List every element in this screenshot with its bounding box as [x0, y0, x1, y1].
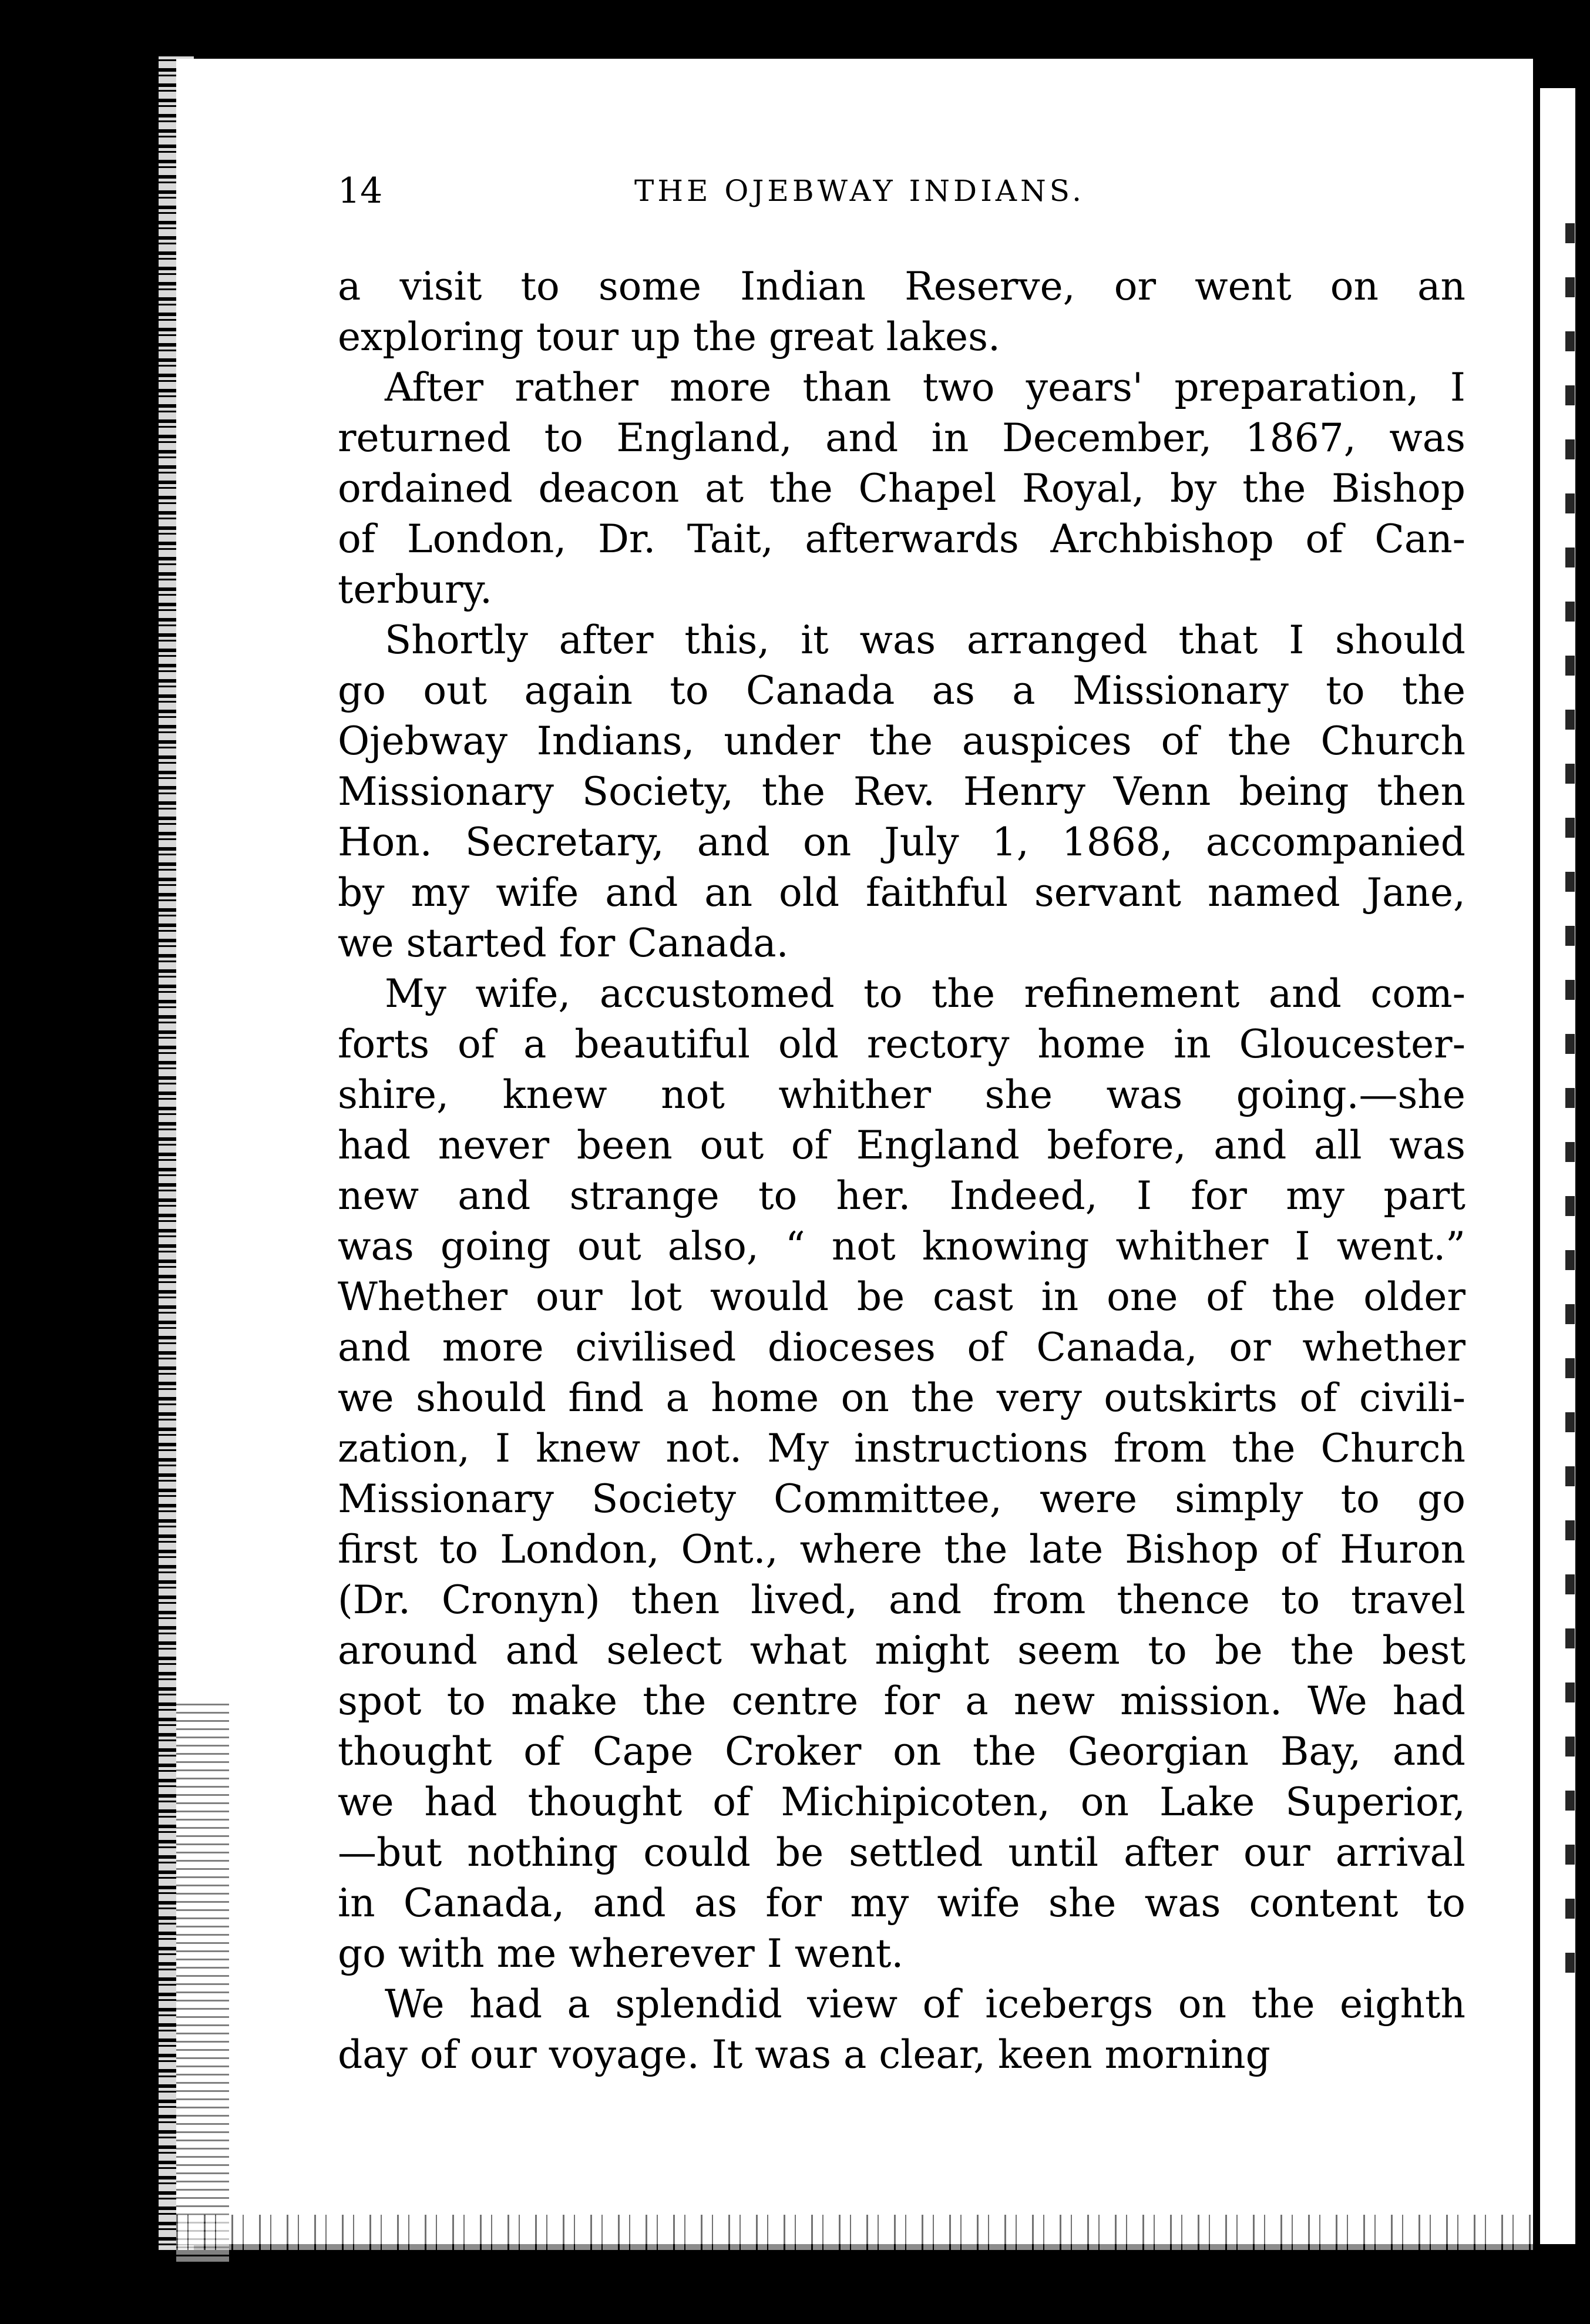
page-bottom-edge — [176, 2215, 1533, 2250]
text-line: Hon. Secretary, and on July 1, 1868, accompanied — [338, 820, 1465, 865]
text-line: Whether our lot would be cast in one of the older — [338, 1274, 1465, 1319]
text-line: was going out also, “ not knowing whither I went.” — [338, 1224, 1465, 1269]
text-line: go out again to Canada as a Missionary to the — [338, 668, 1465, 713]
text-line: first to London, Ont., where the late Bishop of Huron — [338, 1527, 1465, 1572]
text-line: spot to make the centre for a new mission. We had — [338, 1678, 1465, 1724]
text-line: We had a splendid view of icebergs on the eighth — [385, 1982, 1465, 2027]
text-line: After rather more than two years' preparation, I — [385, 365, 1465, 410]
text-line: forts of a beautiful old rectory home in Gloucester- — [338, 1022, 1465, 1067]
text-line: day of our voyage. It was a clear, keen morning — [338, 2032, 1270, 2077]
text-line: ordained deacon at the Chapel Royal, by the Bishop — [338, 466, 1465, 511]
text-line: —but nothing could be settled until after our arrival — [338, 1830, 1465, 1875]
page-binding-shadow — [176, 1704, 229, 2262]
paragraph — [338, 1979, 1465, 2080]
paragraph — [338, 261, 1465, 362]
text-line: by my wife and an old faithful servant named Jane, — [338, 870, 1465, 915]
text-line: Missionary Society Committee, were simply to go — [338, 1476, 1465, 1522]
text-line: we had thought of Michipicoten, on Lake Superior, — [338, 1779, 1465, 1825]
text-line: exploring tour up the great lakes. — [338, 314, 1000, 360]
text-line: Shortly after this, it was arranged that I should — [385, 617, 1465, 663]
text-line: new and strange to her. Indeed, I for my part — [338, 1173, 1465, 1218]
text-line: around and select what might seem to be the best — [338, 1628, 1465, 1673]
text-line: and more civilised dioceses of Canada, or whether — [338, 1325, 1465, 1370]
text-line: Ojebway Indians, under the auspices of the Church — [338, 718, 1465, 764]
text-line: go with me wherever I went. — [338, 1931, 904, 1976]
text-line: we should find a home on the very outskirts of civili- — [338, 1375, 1465, 1420]
paragraph — [338, 362, 1465, 615]
text-line: had never been out of England before, and all was — [338, 1123, 1465, 1168]
running-header — [338, 167, 1465, 214]
text-line: thought of Cape Croker on the Georgian Bay, and — [338, 1729, 1465, 1774]
text-line: Missionary Society, the Rev. Henry Venn being then — [338, 769, 1465, 814]
text-line: of London, Dr. Tait, afterwards Archbishop of Can- — [338, 516, 1465, 562]
text-line: My wife, accustomed to the refinement and com- — [385, 971, 1465, 1016]
running-title: THE OJEBWAY INDIANS. — [634, 174, 1085, 208]
text-line: zation, I knew not. My instructions from the Church — [338, 1426, 1465, 1471]
text-line: terbury. — [338, 567, 492, 612]
text-line: (Dr. Cronyn) then lived, and from thence to travel — [338, 1577, 1465, 1623]
text-line: shire, knew not whither she was going.—she — [338, 1072, 1465, 1117]
text-line: a visit to some Indian Reserve, or went on an — [338, 264, 1465, 309]
paragraph — [338, 969, 1465, 1979]
text-line: we started for Canada. — [338, 921, 789, 966]
body-text — [338, 261, 1465, 2080]
page-number: 14 — [338, 170, 383, 211]
text-line: returned to England, and in December, 1867, was — [338, 415, 1465, 461]
paragraph — [338, 615, 1465, 969]
adjacent-page-text-fragments — [1565, 223, 1575, 1986]
text-line: in Canada, and as for my wife she was content to — [338, 1880, 1465, 1926]
